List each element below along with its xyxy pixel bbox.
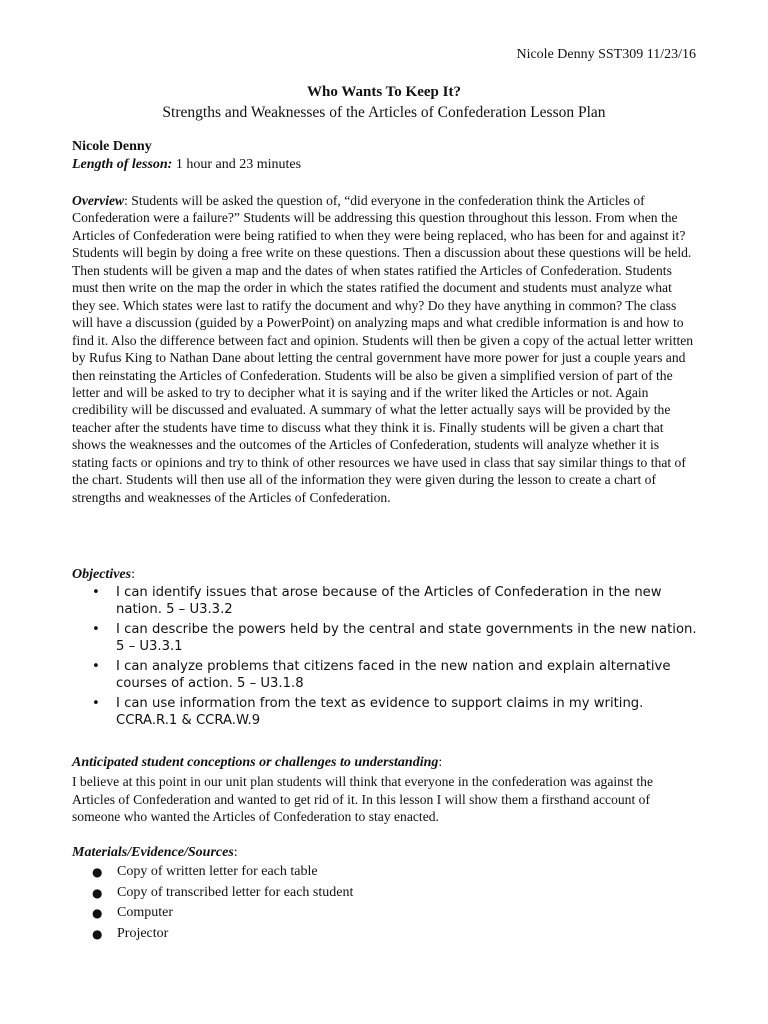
overview-paragraph <box>72 192 698 506</box>
materials-heading <box>72 845 698 861</box>
bullet-icon: • <box>92 659 100 674</box>
materials-list <box>90 862 690 944</box>
list-item <box>90 584 700 619</box>
materials-colon: : <box>233 845 238 860</box>
objective-text: I can identify issues that arose because of the Articles of Confederation in the new nation. 5 – U3.3.2 <box>116 585 662 618</box>
list-item <box>90 658 700 693</box>
anticipated-heading <box>72 755 698 771</box>
objectives-label: Objectives <box>72 567 132 582</box>
bullet-icon: ● <box>92 906 103 920</box>
overview-label: Overview <box>72 193 125 208</box>
lesson-title: Who Wants To Keep It? <box>307 84 461 100</box>
lesson-length <box>72 157 698 173</box>
overview-text: Students will be asked the question of, “did everyone in the confederation think the Articles of Confederation were a failure?” Students will be addressing this question throughout this lesson. From when the Articles of Confederation were being ratified to when they were being replaced, who has been for and against it? Students will begin by doing a free write on these questions. Then a discussion about these questions will be held. Then students will be given a map and the dates of when states ratified the Articles of Confederation. Students must then write on the map the order in which the states ratified the document and students must analyze what they see. Which states were last to ratify the document and why? Do they have anything in common? The class will have a discussion (guided by a PowerPoint) on analyzing maps and what credible information is and how to find it. Also the difference between fact and opinion. Students will then be given a copy of the actual letter written by Rufus King to Nathan Dane about letting the central government have more power for just a couple years and then reinstating the Articles of Confederation. Students will be also be given a simplified version of part of the letter and will be asked to try to decipher what it is saying and if the writer liked the Articles or not. Again credibility will be discussed and evaluated. A summary of what the letter actually says will be provided by the teacher after the students have time to discuss what they think it is. Finally students will be given a chart that shows the weaknesses and the outcomes of the Articles of Confederation, students will analyze whether it is stating facts or opinions and try to think of other resources we have used in class that say similar things to that of the chart. Students will then use all of the information they were given during the lesson to create a chart of strengths and weaknesses of the Articles of Confederation. <box>72 193 694 505</box>
list-item <box>90 903 690 924</box>
anticipated-paragraph: I believe at this point in our unit plan students will think that everyone in the confederation was against the Articles of Confederation and wanted to get rid of it. In this lesson I will show them a firsthand account of someone who wanted the Articles of Confederation to stay enacted. <box>72 774 653 825</box>
bullet-icon: ● <box>92 865 103 879</box>
overview-colon: : <box>124 193 128 208</box>
objective-text: I can analyze problems that citizens faced in the new nation and explain alternative courses of action. 5 – U3.1.8 <box>116 659 671 692</box>
objective-text: I can describe the powers held by the central and state governments in the new nation. 5 – U3.3.1 <box>116 622 697 655</box>
bullet-icon: • <box>92 696 100 711</box>
bullet-icon: ● <box>92 885 103 900</box>
objective-text: I can use information from the text as evidence to support claims in my writing. CCRA.R.1 & CCRA.W.9 <box>116 696 644 729</box>
author-name: Nicole Denny <box>72 139 152 154</box>
objectives-heading <box>72 567 698 583</box>
bullet-icon: • <box>92 585 100 600</box>
header-author-course-date: Nicole Denny SST309 11/23/16 <box>516 47 696 62</box>
list-item <box>90 883 690 904</box>
objectives-list <box>90 584 700 732</box>
anticipated-label: Anticipated student conceptions or challenges to understanding <box>72 755 439 770</box>
list-item <box>90 695 700 730</box>
lesson-subtitle: Strengths and Weaknesses of the Articles of Confederation Lesson Plan <box>162 104 606 121</box>
material-text: Copy of written letter for each table <box>117 864 318 879</box>
material-text: Projector <box>117 925 169 941</box>
list-item <box>90 924 690 945</box>
objectives-colon: : <box>131 567 135 582</box>
material-text: Copy of transcribed letter for each student <box>117 884 354 900</box>
lesson-length-label: Length of lesson: <box>72 157 173 172</box>
list-item <box>90 621 700 656</box>
list-item <box>90 862 690 883</box>
bullet-icon: • <box>92 622 100 637</box>
material-text: Computer <box>117 905 173 920</box>
anticipated-colon: : <box>438 755 443 770</box>
bullet-icon: ● <box>92 926 103 941</box>
lesson-length-value: 1 hour and 23 minutes <box>172 157 302 172</box>
materials-label: Materials/Evidence/Sources <box>72 845 234 860</box>
